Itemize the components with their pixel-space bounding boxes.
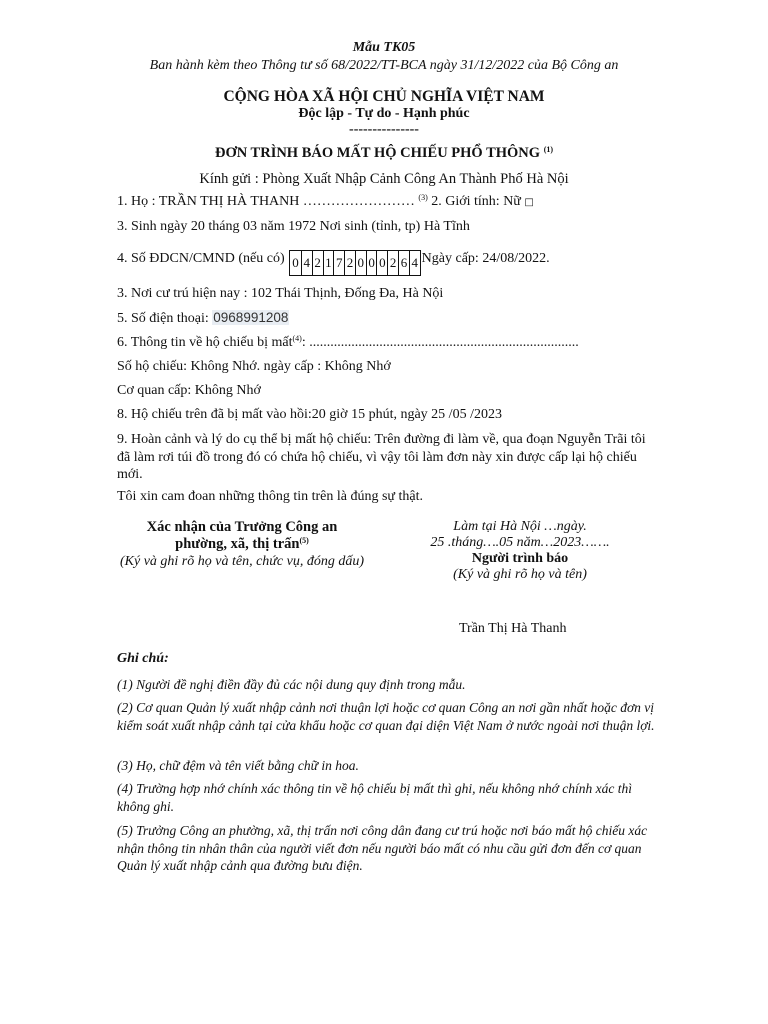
note-item-5: (5) Trưởng Công an phường, xã, thị trấn nơi công dân đang cư trú hoặc nơi báo mất hộ chiếu xác nhận thông tin nhân thân của người viết đơn nếu người báo mất có nhu cầu gửi đơn đến cơ quan Quản lý xuất nhập cảnh qua đường bưu điện. xyxy=(117,823,648,873)
recipient-line: Kính gửi : Phòng Xuất Nhập Cảnh Công An Thành Phố Hà Nội xyxy=(199,171,569,187)
title-footnote-ref: (1) xyxy=(543,145,554,154)
note-item-2: (2) Cơ quan Quản lý xuất nhập cảnh nơi thuận lợi hoặc cơ quan Công an nơi gần nhất hoặc đơn vị kiểm soát xuất nhập cảnh tại cửa khẩu hoặc cơ quan đại diện Việt Nam ở nước ngoài nơi thuận lợi. xyxy=(117,700,655,733)
name-label: 1. Họ : xyxy=(117,194,159,209)
id-digit-2: 4 xyxy=(301,251,312,275)
issued-by-text: Ban hành kèm theo Thông tư số 68/2022/TT-BCA ngày 31/12/2022 của Bộ Công an xyxy=(149,58,619,73)
police-confirmation-title-2 xyxy=(117,536,367,553)
id-digit-11: 6 xyxy=(398,251,409,275)
name-line xyxy=(117,194,534,210)
passport-info-dots: : ............................................................................. xyxy=(301,335,579,350)
note-item-4: (4) Trường hợp nhớ chính xác thông tin về hộ chiếu bị mất thì ghi, nếu không nhớ chính xác thì không ghi. xyxy=(117,781,632,814)
document-title-text: ĐƠN TRÌNH BÁO MẤT HỘ CHIẾU PHỔ THÔNG xyxy=(214,145,541,161)
phone-line xyxy=(117,310,289,327)
document-title xyxy=(0,145,768,162)
nation-title: CỘNG HÒA XÃ HỘI CHỦ NGHĨA VIỆT NAM xyxy=(223,88,545,105)
place-date-line-1: Làm tại Hà Nội …ngày. xyxy=(453,519,587,534)
passport-info-footnote-ref: (4) xyxy=(292,334,302,343)
passport-info-line xyxy=(117,335,579,351)
passport-number-line: Số hộ chiếu: Không Nhớ. ngày cấp : Không Nhớ xyxy=(117,359,391,374)
name-value: TRẦN THỊ HÀ THANH xyxy=(158,194,300,209)
motto: Độc lập - Tự do - Hạnh phúc xyxy=(298,106,470,121)
id-digit-1: 0 xyxy=(292,255,299,270)
phone-label: 5. Số điện thoại: xyxy=(117,311,213,326)
gender-label: 2. Giới tính: Nữ xyxy=(427,194,525,209)
id-digit-7: 0 xyxy=(355,251,366,275)
note-item-3: (3) Họ, chữ đệm và tên viết bằng chữ in hoa. xyxy=(117,758,359,773)
id-digit-9: 0 xyxy=(376,251,387,275)
name-dots: …………………… xyxy=(299,194,419,209)
police-confirmation-block xyxy=(117,519,367,570)
police-confirmation-instruction: (Ký và ghi rõ họ và tên, chức vụ, đóng dấu) xyxy=(119,554,365,569)
police-footnote-ref: (5) xyxy=(299,536,309,545)
note-item-1: (1) Người đề nghị điền đầy đủ các nội dung quy định trong mẫu. xyxy=(117,677,466,692)
form-code: Mẫu TK05 xyxy=(352,40,416,55)
phone-number: 0968991208 xyxy=(213,310,289,325)
applicant-instruction: (Ký và ghi rõ họ và tên) xyxy=(453,567,587,582)
id-digit-12: 4 xyxy=(409,251,420,275)
id-digit-3: 2 xyxy=(312,251,323,275)
birth-line: 3. Sinh ngày 20 tháng 03 năm 1972 Nơi sinh (tỉnh, tp) Hà Tĩnh xyxy=(117,219,470,234)
applicant-signature-block xyxy=(400,519,640,583)
applicant-title: Người trình báo xyxy=(471,551,569,566)
id-digit-5: 7 xyxy=(333,251,344,275)
issuing-agency-line: Cơ quan cấp: Không Nhớ xyxy=(117,383,261,398)
id-digit-8: 0 xyxy=(366,251,377,275)
id-digit-4: 1 xyxy=(323,251,334,275)
place-date-line-2: 25 .tháng….05 năm…2023……. xyxy=(430,535,610,550)
lost-time-line: 8. Hộ chiếu trên đã bị mất vào hồi:20 giờ 15 phút, ngày 25 /05 /2023 xyxy=(117,407,502,422)
commitment-line: Tôi xin cam đoan những thông tin trên là đúng sự thật. xyxy=(117,489,424,504)
residence-line: 3. Nơi cư trú hiện nay : 102 Thái Thịnh, Đống Đa, Hà Nội xyxy=(117,286,444,301)
id-number-boxes xyxy=(289,250,421,276)
police-confirmation-title-1: Xác nhận của Trưởng Công an xyxy=(146,519,338,535)
passport-info-label: 6. Thông tin về hộ chiếu bị mất xyxy=(117,335,293,350)
name-footnote-ref: (3) xyxy=(418,193,428,202)
id-label: 4. Số ĐDCN/CMND (nếu có) xyxy=(117,251,285,266)
id-digit-6: 2 xyxy=(344,251,355,275)
signer-name: Trần Thị Hà Thanh xyxy=(459,621,567,636)
id-digit-10: 2 xyxy=(387,251,398,275)
id-line xyxy=(117,250,550,276)
divider: --------------- xyxy=(349,122,419,137)
circumstance-paragraph: 9. Hoàn cảnh và lý do cụ thể bị mất hộ chiếu: Trên đường đi làm về, qua đoạn Nguyễn Trãi tôi đã làm rơi túi đồ trong đó có chứa hộ chiếu, vì vậy tôi làm đơn này xin được cấp lại hộ chiếu mới. xyxy=(117,432,646,482)
notes-heading: Ghi chú: xyxy=(117,651,169,666)
police-confirmation-title-2-text: phường, xã, thị trấn xyxy=(175,536,300,552)
id-issue-date: Ngày cấp: 24/08/2022. xyxy=(421,251,550,266)
gender-checkbox: □ xyxy=(524,197,534,208)
